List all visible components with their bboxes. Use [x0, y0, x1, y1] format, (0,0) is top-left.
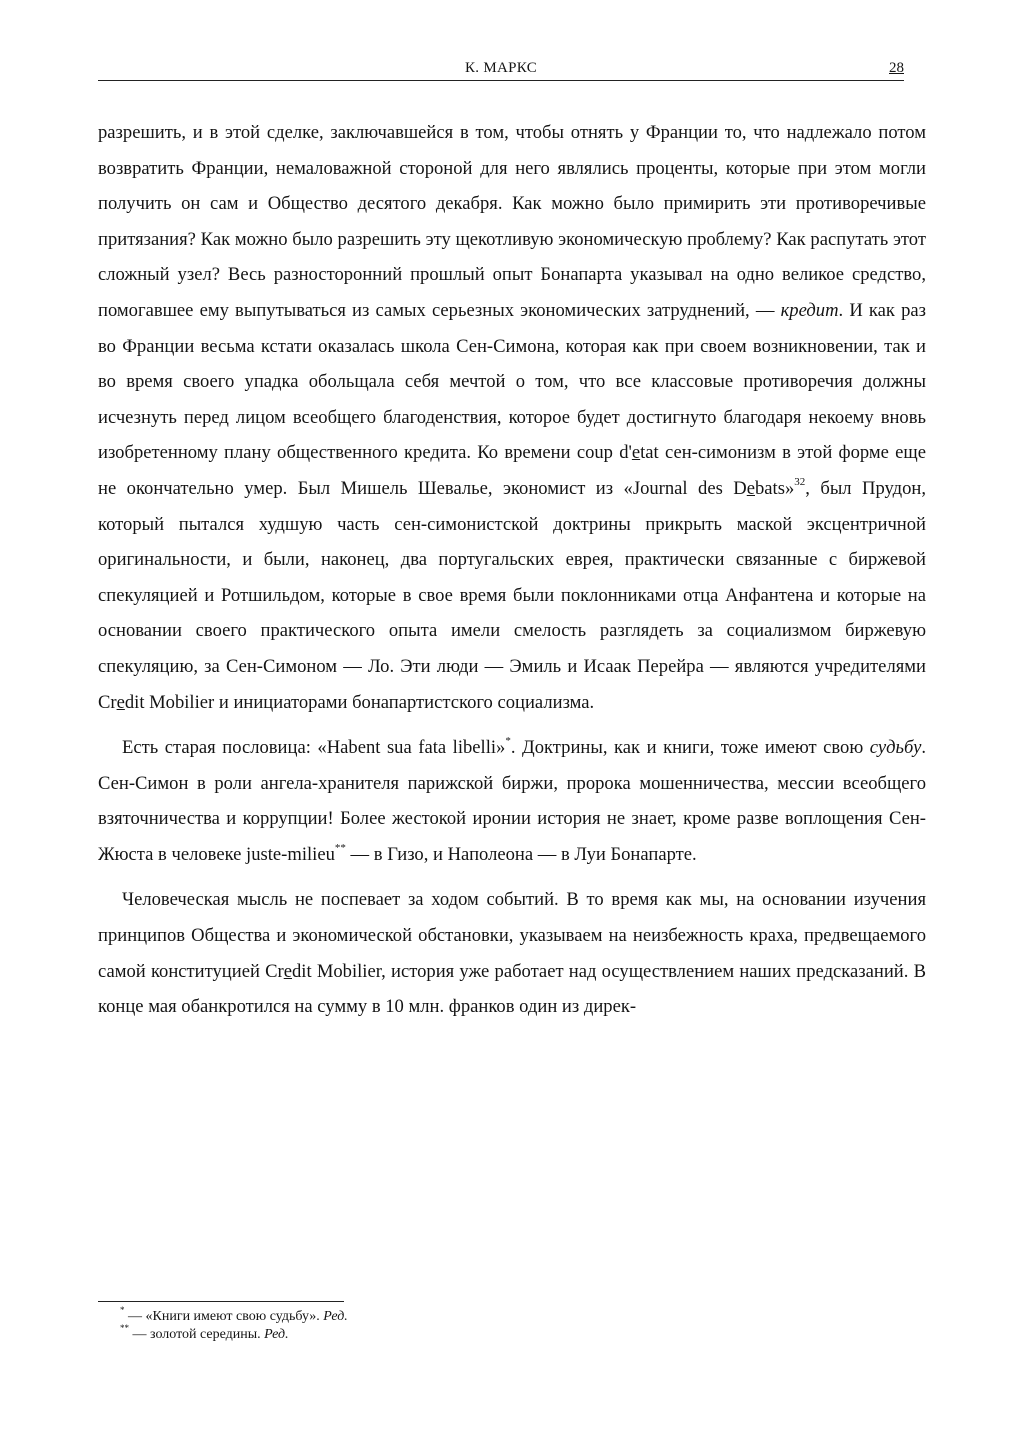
- paragraph-3: [98, 882, 926, 1024]
- text-run: — в Гизо, и Наполеона — в Луи Бонапарте.: [345, 843, 697, 865]
- footnote-1: [120, 1305, 620, 1326]
- footnote-mark: **: [120, 1323, 129, 1334]
- text-run: tat сен-симонизм в этой форме еще не окончательно умер. Был Мишель Шевалье, экономист из «Journal des D: [98, 442, 926, 499]
- text-run: , был Прудон, который пытался худшую часть сен-симонистской доктрины прикрыть маской эксцентричной оригинальности, и были, наконец, два португальских еврея, практически связанные с биржевой спекуляцией и Ротшильдом, которые в свое время были поклонниками отца Анфантена и которые на основании своего практического опыта имели смелость разглядеть за социализмом биржевую спекуляцию, за Сен-Симоном — Ло. Эти люди — Эмиль и Исаак Перейра — являются учредителями Cr: [98, 477, 927, 713]
- underlined-letter: e: [746, 477, 755, 499]
- text-run: . Сен-Симон в роли ангела-хранителя парижской биржи, пророка мошенничества, мессии всеобщего взяточничества и коррупции! Более жестокой иронии история не знает, кроме разве воплощения Сен-Жюста в человеке juste-milieu: [98, 737, 926, 865]
- running-header: [98, 60, 904, 81]
- text-run: Есть старая пословица: «Habent sua fata libelli»: [122, 737, 506, 759]
- text-run: . И как раз во Франции весьма кстати оказалась школа Сен-Симона, которая как при своем возникновении, так и во время своего упадка обольщала себя мечтой о том, что все классовые противоречия должны исчезнуть перед лицом всеобщего благоденствия, которое будет достигнуто благодаря некоему вновь изобретенному плану общественного кредита. Ко времени coup d': [98, 299, 926, 464]
- footnote-ref-1: *: [505, 734, 511, 747]
- underlined-letter: e: [631, 442, 641, 464]
- paragraph-2: [98, 730, 926, 872]
- footnote-separator: [98, 1301, 344, 1302]
- emphasis-kredit: кредит: [780, 299, 839, 321]
- main-text: [98, 115, 926, 1025]
- text-run: bats»: [755, 477, 795, 499]
- header-author: К. МАРКС: [464, 60, 538, 76]
- footnote-ref-2: **: [334, 841, 346, 854]
- footnotes: [120, 1305, 620, 1344]
- text-run: Человеческая мысль не поспевает за ходом событий. В то время как мы, на основании изучения принципов Общества и экономической обстановки, указываем на неизбежность краха, предвещаемого самой конституцией Cr: [98, 889, 926, 982]
- page-number: 28: [889, 60, 904, 76]
- underlined-letter: e: [283, 960, 292, 982]
- text-run: dit Mobilier и инициаторами бонапартистского социализма.: [124, 691, 595, 713]
- text-run: . Доктрины, как и книги, тоже имеют свою: [510, 737, 870, 759]
- text-run: dit Mobilier, история уже работает над осуществлением наших предсказаний. В конце мая обанкротился на сумму в 10 млн. франков один из дирек-: [98, 960, 926, 1018]
- footnote-2: [120, 1323, 620, 1344]
- footnote-mark: *: [120, 1305, 125, 1316]
- text-run: разрешить, и в этой сделке, заключавшейся в том, чтобы отнять у Франции то, что надлежало потом возвратить Франции, немаловажной стороной для него являлись проценты, которые при этом могли получить он сам и Общество десятого декабря. Как можно было примирить эти противоречивые притязания? Как можно было разрешить эту щекотливую экономическую проблему? Как распутать этот сложный узел? Весь разносторонний прошлый опыт Бонапарта указывал на одно великое средство, помогавшее ему выпутываться из самых серьезных экономических затруднений, —: [98, 122, 926, 321]
- footnote-editor: Ред.: [323, 1309, 348, 1324]
- endnote-ref-32: 32: [794, 475, 806, 488]
- footnote-text: — «Книги имеют свою судьбу».: [124, 1309, 324, 1324]
- paragraph-1: [98, 115, 926, 720]
- underlined-letter: e: [116, 691, 125, 713]
- emphasis-sudbu: судьбу: [869, 737, 922, 759]
- footnote-editor: Ред.: [264, 1327, 289, 1342]
- footnote-text: — золотой середины.: [129, 1327, 265, 1342]
